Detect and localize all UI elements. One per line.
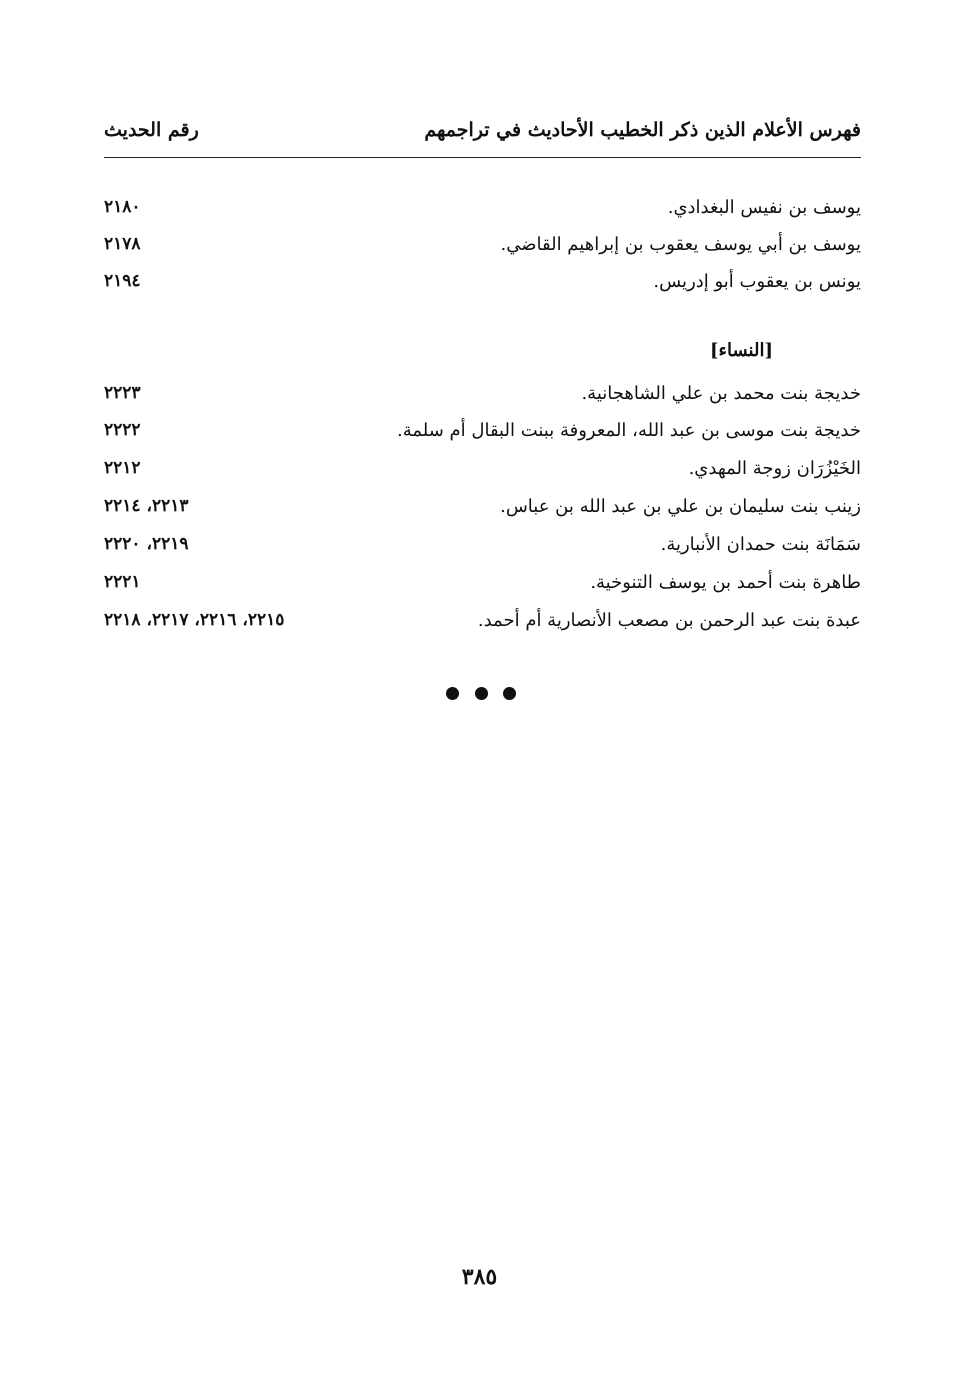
hadith-numbers: ٢٢١٩، ٢٢٢٠ xyxy=(104,534,189,554)
person-name: طاهرة بنت أحمد بن يوسف التنوخية. xyxy=(590,571,861,593)
index-entry xyxy=(104,227,861,261)
person-name: يوسف بن نفيس البغدادي. xyxy=(667,196,861,218)
index-entry xyxy=(104,451,861,485)
page-header xyxy=(104,112,861,148)
person-name: عبدة بنت عبد الرحمن بن مصعب الأنصارية أم أحمد. xyxy=(477,609,861,631)
hadith-numbers: ٢٢٢١ xyxy=(104,572,141,592)
person-name: سَمَانَة بنت حمدان الأنبارية. xyxy=(660,533,861,555)
hadith-number-column-label: رقم الحديث xyxy=(104,119,199,141)
hadith-numbers: ٢١٧٨ xyxy=(104,234,141,254)
hadith-numbers: ٢٢٢٢ xyxy=(104,420,141,440)
index-entry xyxy=(104,489,861,523)
index-entry xyxy=(104,376,861,410)
hadith-numbers: ٢١٩٤ xyxy=(104,271,141,291)
ornament-dot xyxy=(475,687,488,700)
index-entry xyxy=(104,603,861,637)
page-title: فهرس الأعلام الذين ذكر الخطيب الأحاديث في تراجمهم xyxy=(424,119,861,141)
page-number: ٣٨٥ xyxy=(461,1264,498,1290)
index-entry xyxy=(104,413,861,447)
hadith-numbers: ٢٢٢٣ xyxy=(104,383,141,403)
section-heading-women: [النساء] xyxy=(710,340,773,361)
hadith-numbers: ٢٢١٣، ٢٢١٤ xyxy=(104,496,189,516)
person-name: يونس بن يعقوب أبو إدريس. xyxy=(653,270,861,292)
person-name: خديجة بنت موسى بن عبد الله، المعروفة ببنت البقال أم سلمة. xyxy=(396,419,861,441)
index-entry xyxy=(104,264,861,298)
index-entry xyxy=(104,565,861,599)
ornament-dot xyxy=(503,687,516,700)
hadith-numbers: ٢١٨٠ xyxy=(104,197,141,217)
section-end-ornament xyxy=(446,683,516,703)
person-name: زينب بنت سليمان بن علي بن عبد الله بن عباس. xyxy=(500,495,861,517)
person-name: يوسف بن أبي يوسف يعقوب بن إبراهيم القاضي. xyxy=(500,233,861,255)
ornament-dot xyxy=(446,687,459,700)
person-name: خديجة بنت محمد بن علي الشاهجانية. xyxy=(581,382,861,404)
header-divider xyxy=(104,157,861,158)
person-name: الخَيْزُرَان زوجة المهدي. xyxy=(688,457,861,479)
hadith-numbers: ٢٢١٢ xyxy=(104,458,141,478)
hadith-numbers: ٢٢١٥، ٢٢١٦، ٢٢١٧، ٢٢١٨ xyxy=(104,610,285,630)
index-entry xyxy=(104,190,861,224)
index-entry xyxy=(104,527,861,561)
